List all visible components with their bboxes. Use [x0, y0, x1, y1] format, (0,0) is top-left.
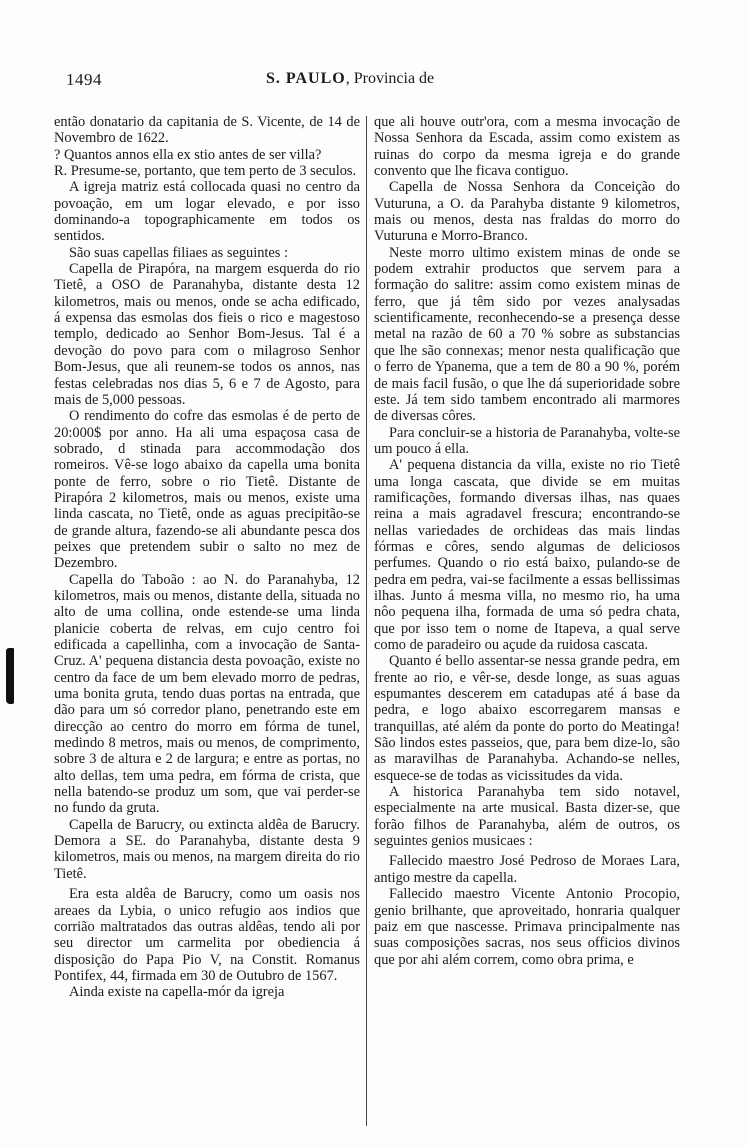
- paragraph: Capella de Barucry, ou extincta aldêa de Barucry. Demora a SE. do Paranahyba, distante desta 9 kilometros, mais ou menos, na margem direita do rio Tietê.: [54, 816, 360, 882]
- paragraph: Quanto é bello assentar-se nessa grande pedra, em frente ao rio, e vêr-se, desde longe, as suas aguas espumantes descerem em catadupas até á base da pedra, e logo abaixo escorregarem mansas e tranquillas, até além da ponte do porto do Meatinga! São lindos estes passeios, que, para bem dize-lo, são as maravilhas de Paranahyba. Achando-se nelles, esquece-se de todas as vicissitudes da vida.: [374, 653, 680, 784]
- paragraph: Era esta aldêa de Barucry, como um oasis nos areaes da Lybia, o unico refugio aos indios que corrião maltratados das outras aldêas, tendo ali por seu director um carmelita por obediencia á disposição do Papa Pio V, na Constit. Romanus Pontifex, 44, firmada em 30 de Outubro de 1567.: [54, 886, 360, 984]
- paragraph: A' pequena distancia da villa, existe no rio Tietê uma longa cascata, que divide se em muitas ramificações, formando diversas ilhas, nas quaes reina a mais agradavel frescura; encontrando-se nellas variedades de orchideas das mais lindas fórmas e côres, sendo algumas de deliciosos perfumes. Quando o rio está baixo, pulando-se de pedra em pedra, vai-se facilmente a essas bellissimas ilhas. Junto á mesma villa, no mesmo rio, ha uma nôo pequena ilha, formada de uma só pedra chata, que por isso tem o nome de Itapeva, a qual serve como de paradeiro ou açude da ruidosa cascata.: [374, 457, 680, 653]
- text-columns: [54, 114, 688, 1134]
- paragraph: então donatario da capitania de S. Vicente, de 14 de Novembro de 1622.: [54, 114, 360, 147]
- paragraph: que ali houve outr'ora, com a mesma invocação de Nossa Senhora da Escada, assim como existem as ruinas do corpo da mesma igreja e do grande convento que lhe ficava contiguo.: [374, 114, 680, 180]
- paragraph: São suas capellas filiaes as seguintes :: [69, 244, 289, 261]
- page-number: 1494: [66, 70, 102, 89]
- paragraph: Capella do Taboão : ao N. do Paranahyba, 12 kilometros, mais ou menos, distante della, situada no alto de uma collina, onde estende-se uma linda planicie coberta de relvas, em cujo centro foi edificada a capellinha, com a invocação de Santa-Cruz. A' pequena distancia desta povoação, existe no centro da face de um bem elevado morro de pedras, uma bonita gruta, tendo duas portas na entrada, que dão para um só corredor plano, penetrando este em direcção ao centro do morro em fórma de tunel, medindo 8 metros, mais ou menos, de comprimento, sobre 3 de altura e 2 de largura; e entre as portas, no alto dellas, tem uma pedra, em fórma de crista, que nella batendo-se produz um som, que vai perder-se no fundo da gruta.: [54, 571, 360, 817]
- paragraph: A igreja matriz está collocada quasi no centro da povoação, em um logar elevado, e por isso dominando-a topographicamente em todos os sentidos.: [54, 179, 360, 245]
- paragraph: Fallecido maestro Vicente Antonio Procopio, genio brilhante, que aproveitado, honraria qualquer paiz em que nascesse. Primava principalmente nas suas composições sacras, nos seus officios divinos que por ahi além correm, como obra prima, e: [374, 886, 680, 968]
- running-title-place: S. PAULO: [266, 70, 346, 87]
- paragraph: Capella de Pirapóra, na margem esquerda do rio Tietê, a OSO de Paranahyba, distante desta 12 kilometros, mais ou menos, onde se acha edificado, á expensa das esmolas dos fieis o rico e magestoso templo, dedicado ao Senhor Bom-Jesus. Tal é a devoção do povo para com o milagroso Senhor Bom-Jesus, que ali reunem-se todos os annos, nas festas celebradas nos dias 5, 6 e 7 de Agosto, para mais de 5,000 pessoas.: [54, 261, 360, 408]
- running-title-rest: , Provincia de: [345, 70, 435, 87]
- paragraph: ? Quantos annos ella ex stio antes de ser villa?: [54, 146, 322, 163]
- page-header: [66, 70, 686, 94]
- paragraph: Ainda existe na capella-mór da igreja: [69, 984, 285, 1001]
- running-title: [266, 70, 434, 88]
- paragraph: Neste morro ultimo existem minas de onde se podem extrahir productos que servem para a formação do salitre: assim como existem minas de ferro, que já têm sido por vezes analysadas scientificamente, reconhecendo-se a presença desse metal na razão de 60 a 70 % sobre as substancias que lhe são connexas; menor nesta qualificação que o ferro de Ypanema, que a tem de 80 a 90 %, porém de mais facil fusão, o que lhe dá superioridade sobre este. Já tem sido tambem encontrado ali marmores de diversas côres.: [374, 244, 680, 425]
- right-column: [374, 114, 680, 968]
- paragraph: A historica Paranahyba tem sido notavel, especialmente na arte musical. Basta dizer-se, que forão filhos de Paranahyba, além de outros, os seguintes genios musicaes :: [374, 784, 680, 850]
- left-column: [54, 114, 360, 1001]
- paragraph: Capella de Nossa Senhora da Conceição do Vuturuna, a O. da Parahyba distante 9 kilometros, mais ou menos, desta nas fraldas do morro do Vuturuna e Morro-Branco.: [374, 179, 680, 245]
- column-divider: [366, 116, 367, 1126]
- margin-ink-mark: [6, 648, 14, 704]
- paragraph: Para concluir-se a historia de Paranahyba, volte-se um pouco á ella.: [374, 424, 680, 457]
- paragraph: O rendimento do cofre das esmolas é de perto de 20:000$ por anno. Ha ali uma espaçosa casa de sobrado, d stinada para accommodação dos romeiros. Vê-se logo abaixo da capella uma bonita ponte de ferro, sobre o rio Tietê. Distante de Pirapóra 2 kilometros, mais ou menos, existe uma linda cascata, no Tietê, onde as aguas precipitão-se de grande altura, fazendo-se ali abundante pesca dos peixes que pretendem subir o salto no mez de Dezembro.: [54, 408, 360, 572]
- paragraph: Fallecido maestro José Pedroso de Moraes Lara, antigo mestre da capella.: [374, 853, 680, 886]
- paragraph: R. Presume-se, portanto, que tem perto de 3 seculos.: [54, 163, 357, 180]
